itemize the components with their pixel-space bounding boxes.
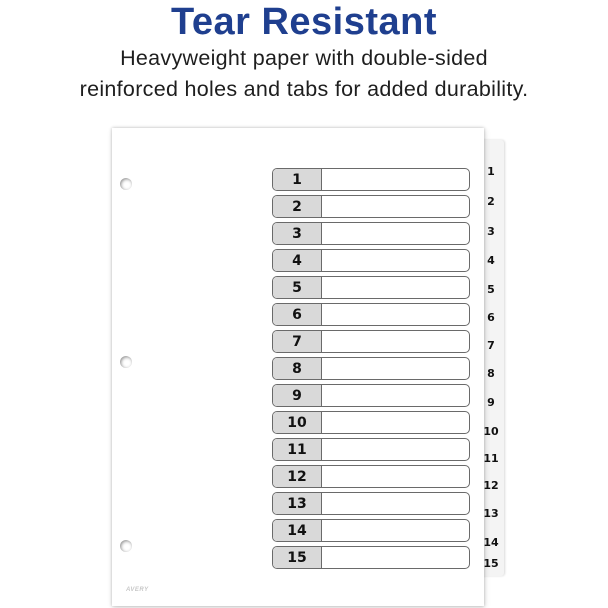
tab-label: 7	[487, 339, 495, 352]
tab-label: 9	[487, 396, 495, 409]
toc-row	[272, 519, 470, 542]
avery-logo: AVERY	[126, 587, 149, 593]
toc-row	[272, 465, 470, 488]
toc-row	[272, 249, 470, 272]
tab-label: 6	[487, 311, 495, 324]
toc-row	[272, 546, 470, 569]
punch-hole-bottom	[120, 540, 132, 552]
toc-row-number: 8	[273, 358, 322, 379]
toc-row-number: 15	[273, 547, 322, 568]
toc-row	[272, 357, 470, 380]
tab-label: 15	[483, 557, 499, 570]
punch-hole-top	[120, 178, 132, 190]
tab-label: 5	[487, 283, 495, 296]
toc-row-number: 4	[273, 250, 322, 271]
toc-row-number: 14	[273, 520, 322, 541]
toc-row	[272, 168, 470, 191]
toc-row-number: 12	[273, 466, 322, 487]
toc-row-number: 13	[273, 493, 322, 514]
toc-row	[272, 195, 470, 218]
toc-row-number: 1	[273, 169, 322, 190]
divider-sheet	[112, 128, 484, 606]
toc-row	[272, 492, 470, 515]
toc-row	[272, 411, 470, 434]
tab-label: 8	[487, 367, 495, 380]
toc-row	[272, 276, 470, 299]
toc-row-number: 3	[273, 223, 322, 244]
toc-row	[272, 438, 470, 461]
toc-row	[272, 384, 470, 407]
tab-label: 1	[487, 165, 495, 178]
tab-label: 4	[487, 254, 495, 267]
tab-label: 2	[487, 195, 495, 208]
tab-label: 3	[487, 225, 495, 238]
tab-label: 12	[483, 479, 499, 492]
tab-label: 11	[483, 452, 499, 465]
tab-label: 13	[483, 507, 499, 520]
toc-row-number: 9	[273, 385, 322, 406]
toc-row-number: 7	[273, 331, 322, 352]
subhead-line-1: Heavyweight paper with double-sided	[120, 46, 488, 70]
toc-row	[272, 330, 470, 353]
toc-row	[272, 303, 470, 326]
tab-label: 10	[483, 425, 499, 438]
toc-row-number: 5	[273, 277, 322, 298]
headline: Tear Resistant	[170, 1, 438, 43]
toc-row-number: 2	[273, 196, 322, 217]
subhead-line-2: reinforced holes and tabs for added durability.	[79, 77, 529, 101]
tab-label: 14	[483, 536, 499, 549]
toc-row-number: 6	[273, 304, 322, 325]
punch-hole-middle	[120, 356, 132, 368]
toc-row	[272, 222, 470, 245]
toc-row-number: 11	[273, 439, 322, 460]
toc-row-number: 10	[273, 412, 322, 433]
